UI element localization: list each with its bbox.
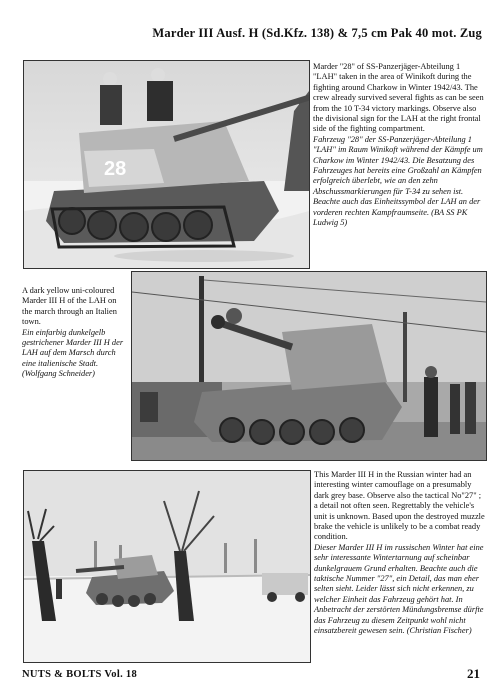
caption-middle (22, 286, 127, 380)
photo-marder-28-winter (23, 60, 310, 269)
photo-marder-italy-image (132, 272, 486, 460)
page-title: Marder III Ausf. H (Sd.Kfz. 138) & 7,5 cm Pak 40 mot. Zug (152, 26, 482, 40)
caption-top-english: Marder "28" of SS-Panzerjäger-Abteilung 1 "LAH" taken in the area of Winikoft during the fighting around Charkow in Winter 1942/43. The crew already survived several fights as can be seen from the 10 T-34 victory markings. Observe also the divisional sign for the LAH at the right frontal side of the fighting compartment. (313, 62, 484, 134)
tactical-number-28: 28 (104, 158, 127, 180)
caption-bottom-english: This Marder III H in the Russian winter had an interesting winter camouflage on a presumably dark grey base. Observe also the tactical No"27" ; a detail not often seen. Regrettably the vehicle's unit is unknown. Based upon the destroyed muzzle brake the vehicle is unlikely to be a combat ready condition. (314, 470, 485, 542)
photo-marder-27-image (24, 471, 310, 662)
photo-marder-italy (131, 271, 487, 461)
photo-marder-27-winter (23, 470, 311, 663)
caption-bottom (314, 470, 486, 637)
caption-top (313, 62, 485, 229)
caption-top-german: Fahrzeug "28" der SS-Panzerjäger-Abteilung 1 "LAH" im Raum Winikoft während der Kämpfe um Charkow im Winter 1942/43. Die Besatzung des Fahrzeuges hat bereits eine Großzahl an Kämpfen erfolgreich überlebt, wie an den zehn Abschussmarkierungen für T-34 zu sehen ist. Beachte auch das Einheitssymbol der LAH an der vorderen rechten Kampfraumseite. (BA SS PK Ludwig 5) (313, 134, 483, 228)
caption-bottom-german: Dieser Marder III H im russischen Winter hat eine sehr interessante Wintertarnung auf scheinbar dunkelgrauem Grund erhalten. Beachte auch die taktische Nummer "27", ein Detail, das man eher selten sieht. Leider lässt sich nicht erkennen, zu welcher Einheit das Fahrzeug gehört hat. In Anbetracht der zerstörten Mündungsbremse dürfte das Fahrzeug zu diesem Zeitpunkt wohl nicht einsatzbereit gewesen sein. (Christian Fischer) (314, 542, 484, 636)
caption-middle-german: Ein einfarbig dunkelgelb gestrichener Marder III H der LAH auf dem Marsch durch eine italienische Stadt. (22, 327, 124, 368)
caption-middle-english: A dark yellow uni-coloured Marder III H of the LAH on the march through an Italien town. (22, 286, 117, 327)
page-number: 21 (467, 666, 480, 681)
publication-title: NUTS & BOLTS Vol. 18 (22, 669, 138, 680)
caption-middle-credit: (Wolfgang Schneider) (22, 369, 95, 379)
photo-marder-28-image (24, 61, 309, 268)
